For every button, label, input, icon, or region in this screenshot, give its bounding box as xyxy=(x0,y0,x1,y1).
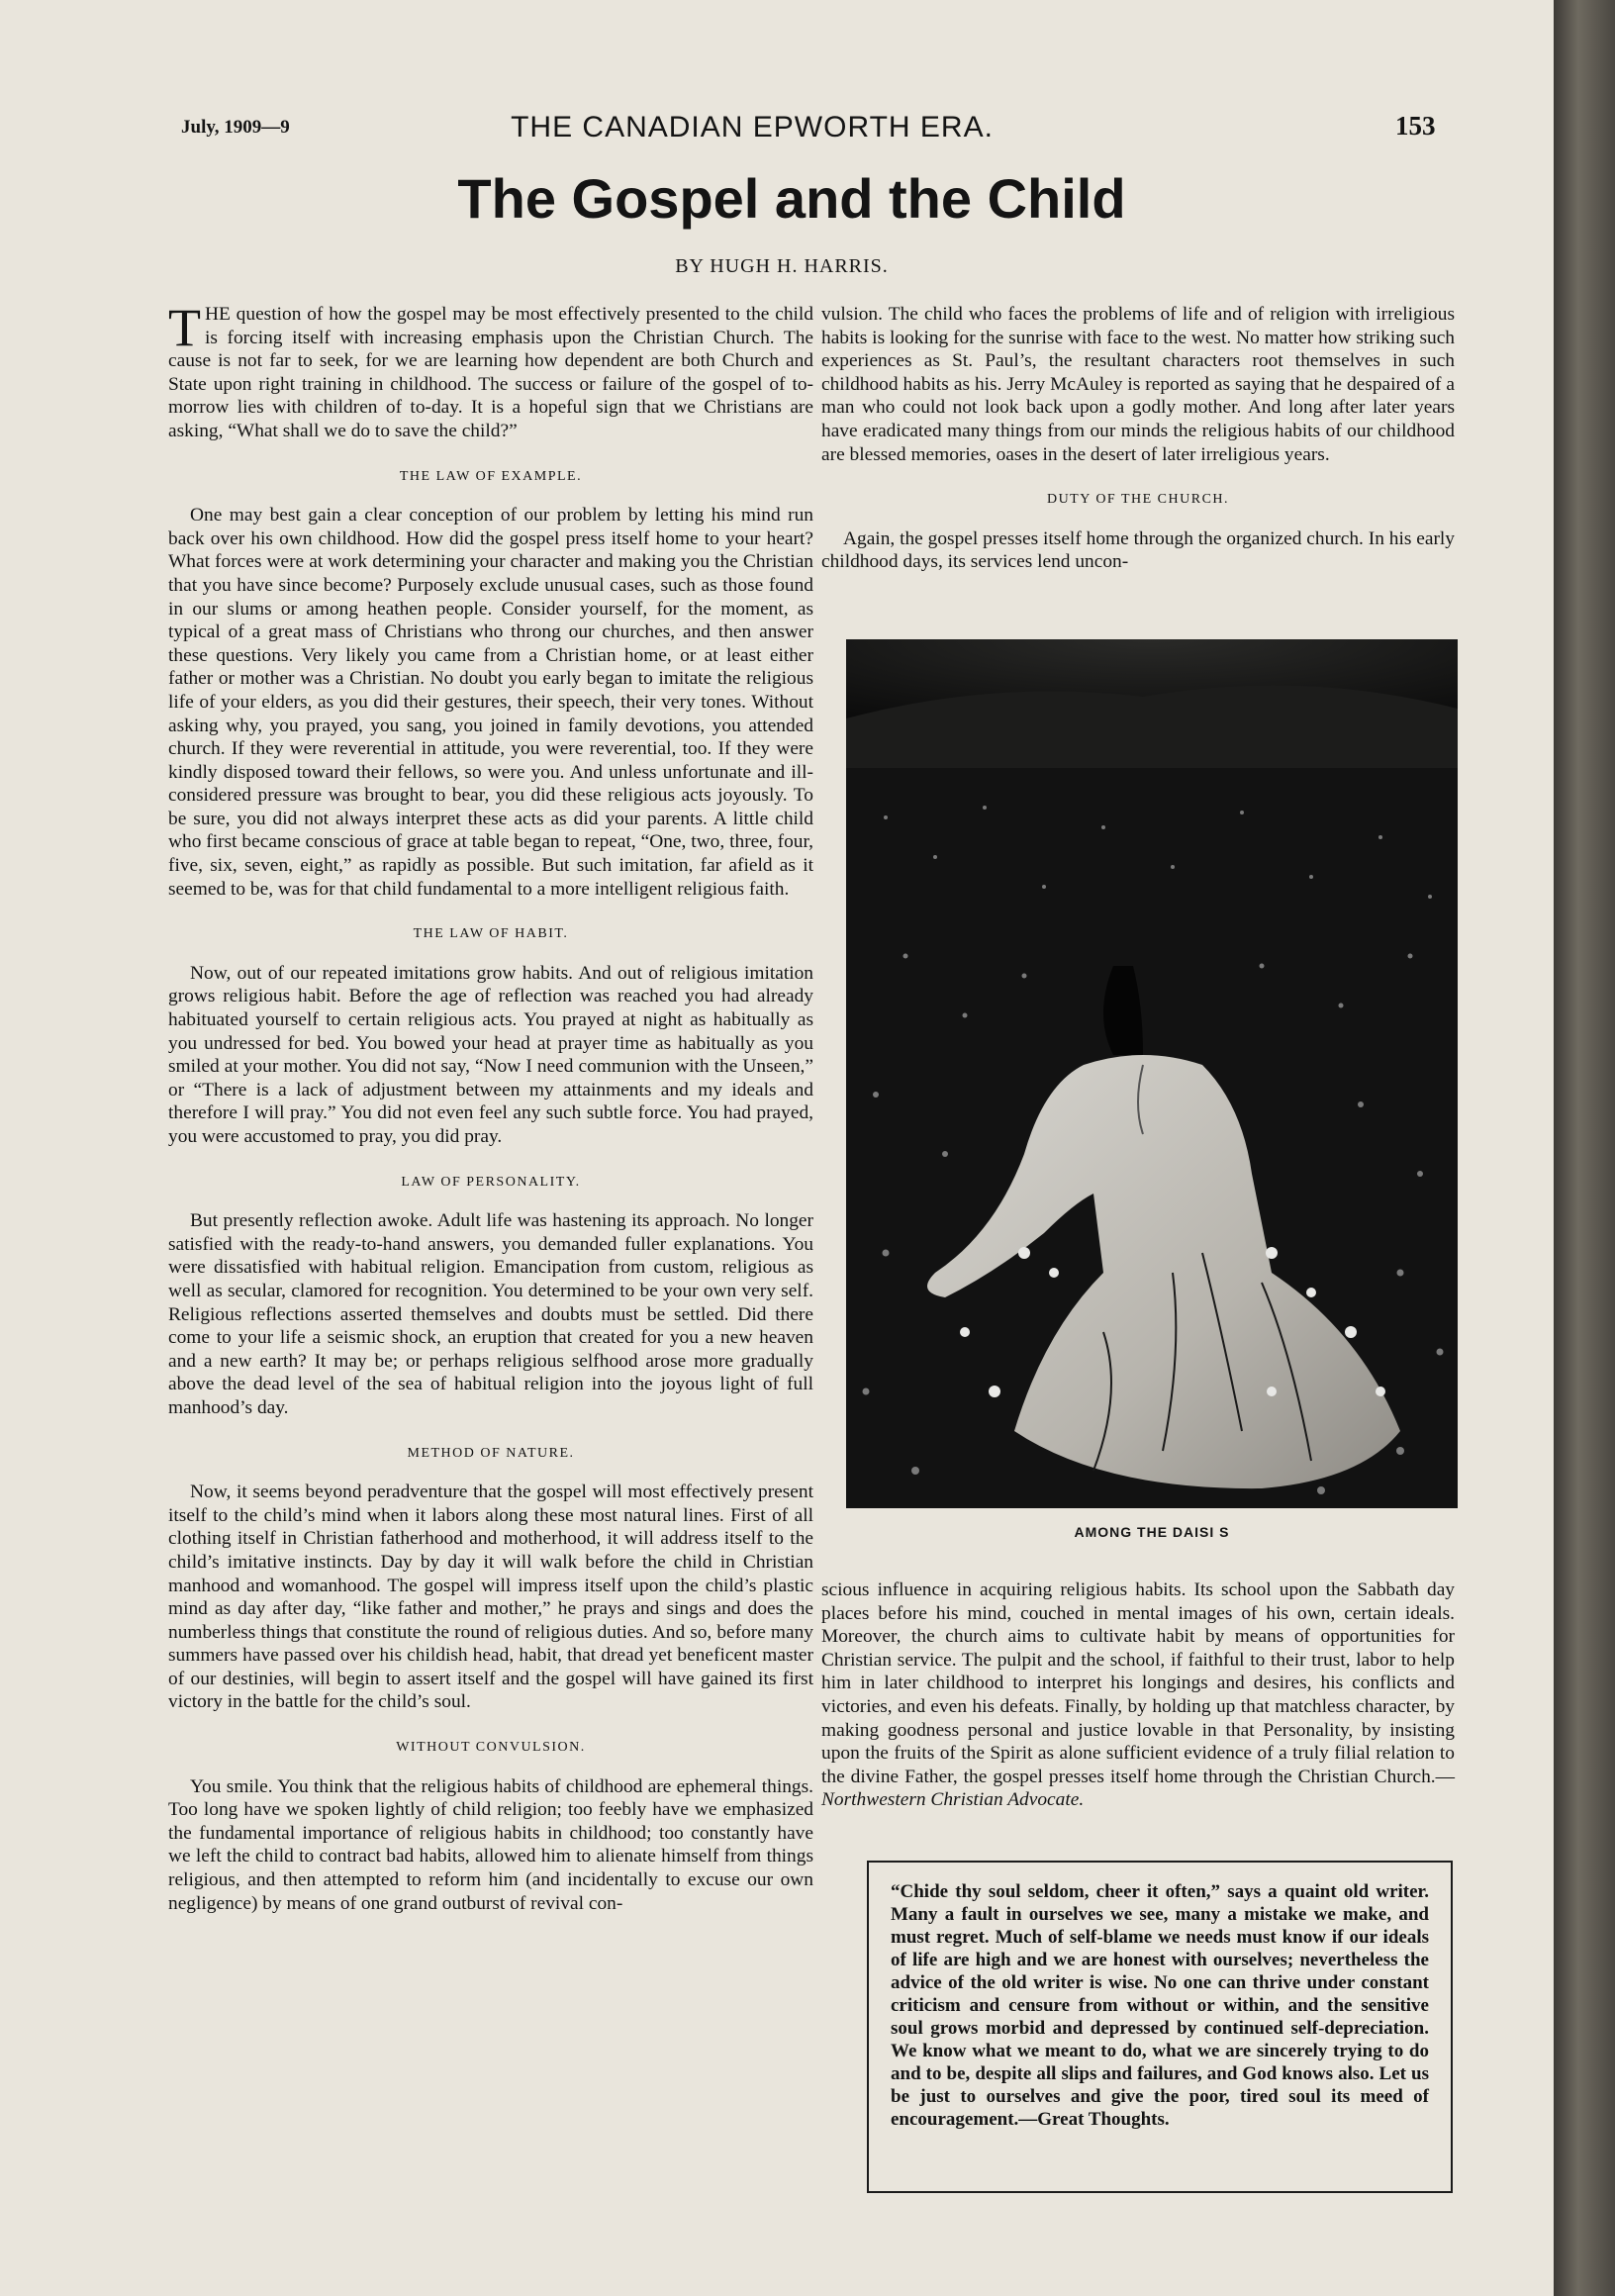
section-paragraph-end xyxy=(821,1578,1455,1812)
issue-date: July, 1909—9 xyxy=(181,117,290,138)
section-paragraph: Now, it seems beyond peradventure that the gospel will most effectively present itself to the child’s mind when it labors along these most natural lines. First of all clothing itself in Christian fatherhood and motherhood, it will address itself to the child’s imitative instincts. Day by day it will walk before the child in Christian manhood and womanhood. The gospel will impress itself upon the child’s plastic mind as day after day, “like father and mother,” he prays and sings and does the numberless things that constitute the round of religious duties. And so, before many summers have passed over his childish head, habit, that dread yet beneficent master of our destinies, will begin to assert itself and the gospel will have gained its first victory in the battle for the child’s soul. xyxy=(168,1482,813,1713)
source-citation: Northwestern Christian Advocate. xyxy=(821,1789,1085,1811)
quote-box xyxy=(867,1861,1453,2193)
article-title: The Gospel and the Child xyxy=(457,167,1126,230)
intro-paragraph xyxy=(168,298,813,443)
continued-paragraph: vulsion. The child who faces the problems of life and of religion with irreligious habits is looking for the sunrise with face to the west. No matter how striking such experiences as St. Paul’s, the resultant characters root themselves in such childhood habits as his. Jerry McAuley is reported as saying that he despaired of a man who could not look back upon a godly mother. And long after later years have eradicated many things from our minds the religious habits of our childhood are blessed memories, oases in the desert of later irreligious years. xyxy=(821,304,1455,465)
section-heading: THE LAW OF HABIT. xyxy=(413,926,569,942)
section-heading: THE LAW OF EXAMPLE. xyxy=(399,468,583,484)
section-heading: METHOD OF NATURE. xyxy=(407,1445,575,1461)
right-column-top xyxy=(821,303,1455,574)
section-paragraph: Now, out of our repeated imitations grow habits. And out of religious imitation grows religious habit. Before the age of reflection was reached you had already habituated yourself to certain religious acts. You prayed at night as habitually as you undressed for bed. You bowed your head at prayer time as habitually as you smiled at your mother. You did not say, “Now I need communion with the Unseen,” or “There is a lack of adjustment between my attainments and my ideals and therefore I will pray.” You did not even feel any such subtle force. You had prayed, you were accustomed to pray, you did pray. xyxy=(168,962,813,1147)
article-byline: BY HUGH H. HARRIS. xyxy=(675,255,889,277)
photo-caption: AMONG THE DAISI S xyxy=(1074,1524,1230,1540)
intro-text: HE question of how the gospel may be most effectively presented to the child is forcing itself with increasing emphasis upon the Christian Church. The cause is not far to seek, for we are learning how dependent are both Church and State upon right training in childhood. The success or failure of the gospel of to-morrow lies with children of to-day. It is a hopeful sign that we Christians are asking, “What shall we do to save the child?” xyxy=(168,304,813,441)
drop-cap: T xyxy=(168,298,201,357)
section-paragraph-start: Again, the gospel presses itself home through the organized church. In his early childhood days, its services lend uncon- xyxy=(821,527,1455,573)
page-number: 153 xyxy=(1395,111,1436,141)
quote-text: “Chide thy soul seldom, cheer it often,” says a quaint old writer. Many a fault in ourselves we see, many a mistake we make, and must regret. Much of self-blame we needs must know if our ideals of life are high and we are honest with ourselves; nevertheless the advice of the old writer is wise. No one can thrive under constant criticism and censure from without or within, and the sensitive soul grows morbid and depressed by continued self-depreciation. We know what we meant to do, what we are sincerely trying to do and to be, despite all slips and failures, and God knows also. Let us be just to ourselves and give the poor, tired soul its meed of encouragement.—Great Thoughts. xyxy=(891,1881,1429,2130)
section-paragraph: But presently reflection awoke. Adult life was hastening its approach. No longer satisfied with the ready-to-hand answers, you demanded fuller explanations. You were dissatisfied with habitual religion. Emancipation from custom, religious as well as secular, clamored for recognition. You determined to be your own very self. Religious reflections asserted themselves and doubts must be settled. Did there come to your life a seismic shock, an eruption that created for you a new heaven and a new earth? It may be; or perhaps religious selfhood arose more gradually above the dead level of the sea of habitual religion into the joyous light of full manhood’s day. xyxy=(168,1210,813,1418)
book-binding-edge xyxy=(1554,0,1615,2296)
left-column xyxy=(168,298,813,1915)
section-paragraph: You smile. You think that the religious habits of childhood are ephemeral things. Too long have we spoken lightly of child religion; too feebly have we emphasized the fundamental importance of religious habits in childhood; too constantly have we left the child to contract bad habits, allowed him to alienate himself from things religious, and then attempted to reform him (and incidentally to excuse our own negligence) by means of one grand outburst of revival con- xyxy=(168,1775,813,1914)
section-heading: DUTY OF THE CHURCH. xyxy=(1046,492,1230,508)
paragraph-end-text: scious influence in acquiring religious habits. Its school upon the Sabbath day places before his mind, couched in mental images of his own, certain ideals. Moreover, the church aims to cultivate habit by means of opportunities for Christian service. The pulpit and the school, if faithful to their trust, labor to help him in later childhood to interpret his longings and desires, his conflicts and victories, and even his defeats. Finally, by holding up that matchless character, by making goodness personal and justice lovable in that Personality, by insisting upon the fruits of the Spirit as alone sufficient evidence of a truly filial relation to the divine Father, the gospel presses itself home through the Christian Church.— xyxy=(821,1579,1455,1787)
photograph-drawing xyxy=(846,639,1458,1508)
publication-title: THE CANADIAN EPWORTH ERA. xyxy=(511,111,994,144)
section-heading: WITHOUT CONVULSION. xyxy=(396,1740,586,1756)
right-column-bottom xyxy=(821,1578,1455,1812)
section-paragraph: One may best gain a clear conception of our problem by letting his mind run back over his own childhood. How did the gospel press itself home to your heart? What forces were at work determining your character and making you the Christian that you have since become? Purposely exclude unusual cases, such as those found in our slums or among heathen people. Consider yourself, for the moment, as typical of a great mass of Christians who throng our churches, and then answer these questions. Very likely you came from a Christian home, or at least either father or mother was a Christian. No doubt you early began to imitate the religious life of your elders, as you did their gestures, their speech, their very tones. Without asking why, you prayed, you sang, you joined in family devotions, you attended church. If they were reverential in attitude, you were reverential, too. If they were kindly disposed toward their fellows, so were you. And unless unfortunate and ill-considered pressure was brought to bear, you did these religious acts joyously. To be sure, you did not always interpret these acts as did your parents. A little child who first became conscious of grace at table began to repeat, “One, two, three, four, five, six, seven, eight,” as rapidly as possible. But such imitation, far afield as it seemed to be, was for that child fundamental to a more intelligent religious faith. xyxy=(168,505,813,900)
section-heading: LAW OF PERSONALITY. xyxy=(401,1174,581,1190)
running-head xyxy=(0,111,1554,150)
photograph xyxy=(846,639,1458,1508)
